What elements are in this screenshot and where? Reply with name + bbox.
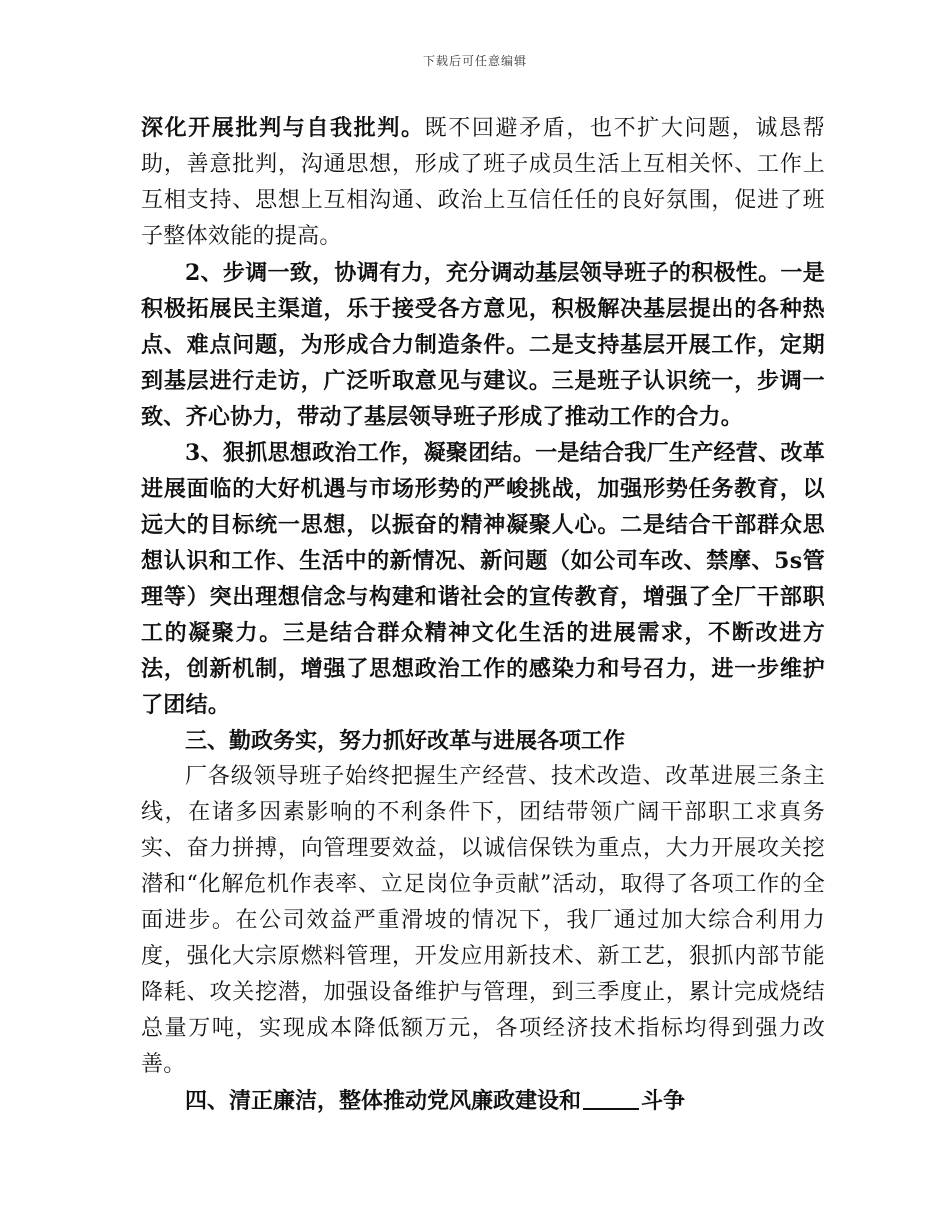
section-heading-3: 三、勤政务实，努力抓好改革与进展各项工作: [185, 728, 626, 754]
page-header-note: 下载后可任意编辑: [422, 54, 527, 68]
paragraph-2: 2、步调一致，协调有力，充分调动基层领导班子的积极性。一是积极拓展民主渠道，乐于接受各方意见，积极解决基层提出的各种热点、难点问题，为形成合力制造条件。二是支持基层开展工作，定期到基层进行走访，广泛听取意见与建议。三是班子认识统一，步调一致、齐心协力，带动了基层领导班子形成了推动工作的合力。: [141, 260, 826, 430]
section-heading-4-start: 四、清正廉洁，整体推动党风廉政建设和: [185, 1088, 582, 1114]
paragraph-1: [141, 110, 825, 255]
paragraph-4: 厂各级领导班子始终把握生产经营、技术改造、改革进展三条主线，在诸多因素影响的不利条件下，团结带领广阔干部职工求真务实、奋力拼搏，向管理要效益，以诚信保铁为重点，大力开展攻关挖潜和“化解危机作表率、立足岗位争贡献”活动，取得了各项工作的全面进步。在公司效益严重滑坡的情况下，我厂通过加大综合利用力度，强化大宗原燃料管理，开发应用新技术、新工艺，狠抓内部节能降耗、攻关挖潜，加强设备维护与管理，到三季度止，累计完成烧结总量万吨，实现成本降低额万元，各项经济技术指标均得到强力改善。: [141, 764, 825, 1077]
section-heading-4-end: 斗争: [641, 1088, 686, 1114]
paragraph-1-lead: 深化开展批判与自我批判。: [141, 115, 425, 141]
section-heading-4: [141, 1083, 825, 1119]
paragraph-3: 3、狠抓思想政治工作，凝聚团结。一是结合我厂生产经营、改革进展面临的大好机遇与市场形势的严峻挑战，加强形势任务教育，以远大的目标统一思想，以振奋的精神凝聚人心。二是结合干部群众思想认识和工作、生活中的新情况、新问题（如公司车改、禁摩、5s管理等）突出理想信念与构建和谐社会的宣传教育，增强了全厂干部职工的凝聚力。三是结合群众精神文化生活的进展需求，不断改进方法，创新机制，增强了思想政治工作的感染力和号召力，进一步维护了团结。: [141, 440, 826, 718]
paragraph-1-body: 既不回避矛盾，也不扩大问题，诚恳帮助，善意批判，沟通思想，形成了班子成员生活上互相关怀、工作上互相支持、思想上互相沟通、政治上互信任任的良好氛围，促进了班子整体效能的提高。: [141, 116, 825, 249]
fill-in-blank: [583, 1086, 639, 1110]
document-body: [141, 110, 825, 1119]
